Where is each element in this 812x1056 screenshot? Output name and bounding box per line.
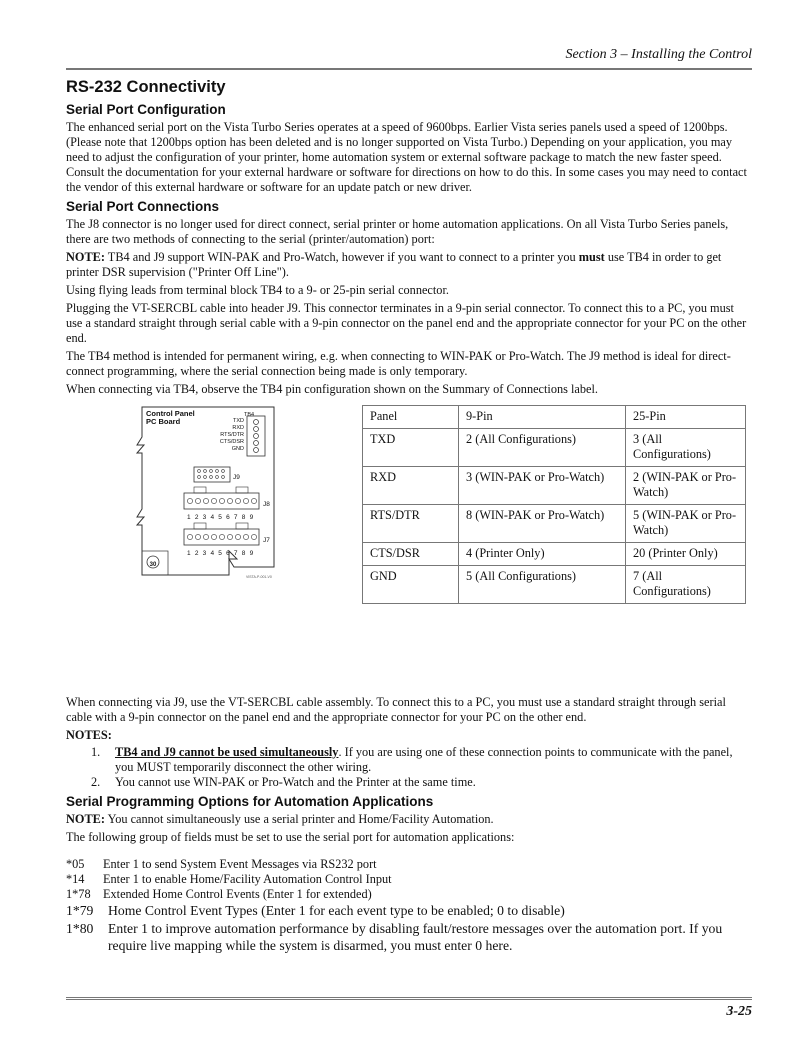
j8-label: J8 [263, 501, 270, 508]
heading-serial-port-configuration: Serial Port Configuration [66, 102, 226, 117]
note-item: 1. TB4 and J9 cannot be used simultaneously. If you are using one of these connection points to communicate with the panel, you MUST temporarily disconnect the other wiring. [91, 745, 733, 774]
page-header [66, 44, 752, 70]
figure-id: VISTA-P-001-V0 [246, 575, 272, 579]
method-j9: Plugging the VT-SERCBL cable into header J9. This connector terminates in a 9-pin serial connector. To connect this to a PC, you must use a standard straight through serial cable with a 9-pin connector on the panel end and the appropriate connector for your PC on the other end. [66, 301, 747, 345]
automation-note: NOTE: You cannot simultaneously use a serial printer and Home/Facility Automation. [66, 812, 494, 826]
tb4-observe: When connecting via TB4, observe the TB4 pin configuration shown on the Summary of Connections label. [66, 382, 598, 396]
note-label: NOTE: [66, 250, 105, 264]
methods-comparison: The TB4 method is intended for permanent wiring, e.g. when connecting to WIN-PAK or Pro-Watch. The J9 method is ideal for direct-connect programming, where the serial connection being made is only temporary. [66, 349, 731, 378]
page-number: 3-25 [726, 1004, 752, 1019]
figure-row [66, 405, 752, 695]
page-title: RS-232 Connectivity [66, 78, 226, 96]
method-tb4: Using flying leads from terminal block TB4 to a 9- or 25-pin serial connector. [66, 283, 449, 297]
field-item: 1*80 Enter 1 to improve automation performance by disabling fault/restore messages over the automation port. If you require live mapping while the system is disarmed, you must enter 0 here. [66, 920, 723, 953]
automation-intro: The following group of fields must be set to use the serial port for automation applications: [66, 830, 515, 844]
j7-pin-numbers: 1 2 3 4 5 6 7 8 9 [187, 550, 255, 557]
table-row: CTS/DSR 4 (Printer Only) 20 (Printer Only) [363, 543, 746, 566]
heading-automation-options: Serial Programming Options for Automation Applications [66, 794, 434, 809]
j7-label: J7 [263, 537, 270, 544]
footer-rule [66, 997, 752, 1002]
table-row: TXD 2 (All Configurations) 3 (All Configurations) [363, 429, 746, 467]
j8-pin-numbers: 1 2 3 4 5 6 7 8 9 [187, 514, 255, 521]
pc-board-diagram [134, 405, 344, 585]
config-paragraph: The enhanced serial port on the Vista Turbo Series operates at a speed of 9600bps. Earlier Vista series panels used a speed of 1200bps. (Please note that 1200bps option has been deleted and is no longer supported on Vista Turbo.) Depending on your application, you may need to adjust the configuration of your printer, home automation system or external software package to match the new faster speed. Consult the documentation for your external hardware or software for directions on how to do this. In some cases you may need to contact the vendor of this external hardware or software for an update patch or new driver. [66, 120, 747, 194]
table-row: RXD 3 (WIN-PAK or Pro-Watch) 2 (WIN-PAK or Pro-Watch) [363, 467, 746, 505]
field-item: 1*79 Home Control Event Types (Enter 1 for each event type to be enabled; 0 to disable) [66, 903, 565, 918]
table-row: GND 5 (All Configurations) 7 (All Configurations) [363, 566, 746, 604]
notes-list [66, 745, 752, 790]
program-fields-list [66, 857, 752, 955]
pin-configuration-table [362, 405, 746, 604]
section-title: Section 3 – Installing the Control [565, 47, 752, 62]
connections-note: NOTE: TB4 and J9 support WIN-PAK and Pro-Watch, however if you want to connect to a printer you must use TB4 in order to get printer DSR supervision ("Printer Off Line"). [66, 250, 722, 279]
notes-label: NOTES: [66, 728, 112, 742]
j9-paragraph: When connecting via J9, use the VT-SERCBL cable assembly. To connect this to a PC, you must use a standard straight through serial cable with a 9-pin connector on the panel end and the appropriate connector for your PC on the other end. [66, 695, 726, 724]
j9-label: J9 [233, 474, 240, 481]
field-item: *14 Enter 1 to enable Home/Facility Automation Control Input [66, 872, 392, 886]
diagram-title: Control Panel PC Board [146, 409, 195, 426]
note-item: 2. You cannot use WIN-PAK or Pro-Watch and the Printer at the same time. [91, 775, 476, 789]
table-header-row: Panel 9-Pin 25-Pin [363, 406, 746, 429]
tb4-label: TB4 [244, 412, 255, 418]
field-item: *05 Enter 1 to send System Event Messages via RS232 port [66, 857, 377, 871]
callout-number: 30 [149, 562, 157, 568]
field-item: 1*78 Extended Home Control Events (Enter 1 for extended) [66, 887, 372, 901]
heading-serial-port-connections: Serial Port Connections [66, 199, 220, 214]
page-content [66, 80, 752, 955]
tb4-pin-labels: TXD RXD RTS/DTR CTS/DSR GND [219, 418, 244, 452]
connections-intro: The J8 connector is no longer used for direct connect, serial printer or home automation applications. On all Vista Turbo Series panels, there are two methods of connecting to the serial (printer/automation) port: [66, 217, 729, 246]
table-row: RTS/DTR 8 (WIN-PAK or Pro-Watch) 5 (WIN-PAK or Pro-Watch) [363, 505, 746, 543]
